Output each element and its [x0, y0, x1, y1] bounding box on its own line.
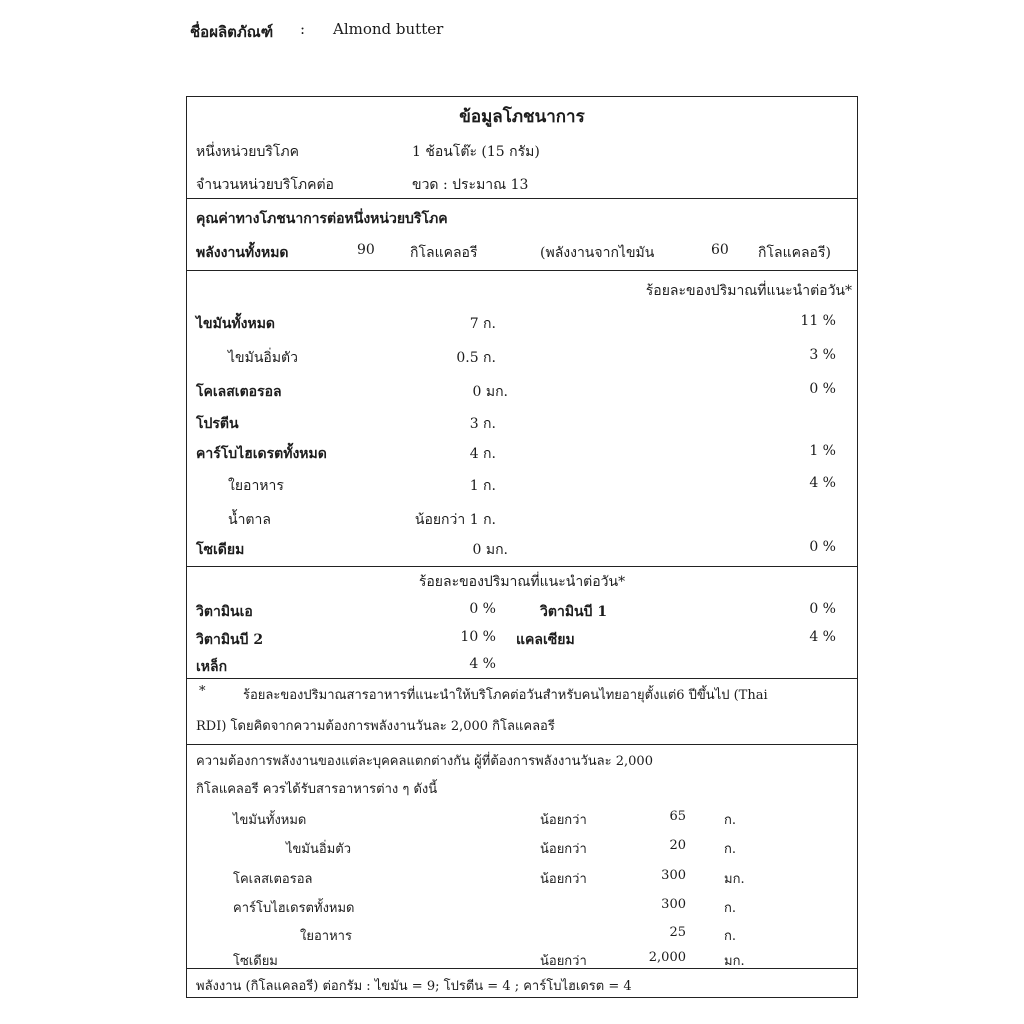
- nutrient-percent: 3 %: [809, 347, 836, 363]
- nutrient-amount: 0 มก.: [472, 384, 508, 400]
- nutrient-name: ใยอาหาร: [228, 478, 284, 494]
- divider-footnote: [187, 744, 857, 745]
- guide-intro-line-2: กิโลแคลอรี ควรได้รับสารอาหารต่าง ๆ ดังนี้: [196, 782, 438, 797]
- nutrient-percent: 11 %: [800, 313, 836, 329]
- guide-unit: ก.: [724, 842, 737, 857]
- nutrient-percent: 0 %: [809, 381, 836, 397]
- guide-unit: มก.: [724, 872, 745, 887]
- divider-serving: [187, 198, 857, 199]
- guide-nutrient-name: โคเลสเตอรอล: [233, 872, 313, 887]
- nutrient-amount: 1 ก.: [469, 478, 496, 494]
- product-name-label: ชื่อผลิตภัณฑ์: [190, 23, 274, 41]
- nutrient-name: โซเดียม: [196, 542, 245, 558]
- guide-unit: ก.: [724, 901, 737, 916]
- nutrient-percent: 0 %: [809, 539, 836, 555]
- energy-value: 90: [357, 242, 375, 258]
- nutrient-percent: 4 %: [809, 475, 836, 491]
- nutrient-name: โคเลสเตอรอล: [196, 384, 282, 400]
- product-name-colon: :: [300, 20, 306, 38]
- nutrient-amount: 4 ก.: [469, 446, 496, 462]
- energy-from-fat-unit: กิโลแคลอรี): [758, 245, 831, 261]
- guide-nutrient-name: ใยอาหาร: [300, 929, 352, 944]
- guide-qualifier: น้อยกว่า: [540, 872, 587, 887]
- guide-nutrient-name: โซเดียม: [233, 954, 278, 969]
- panel-title: ข้อมูลโภชนาการ: [459, 107, 585, 127]
- rdi-heading: ร้อยละของปริมาณที่แนะนำต่อวัน*: [645, 283, 852, 299]
- divider-guide: [187, 968, 857, 969]
- guide-unit: มก.: [724, 954, 745, 969]
- guide-value: 300: [661, 897, 686, 912]
- nutrient-amount: 0.5 ก.: [456, 350, 496, 366]
- nutrient-name: ไขมันทั้งหมด: [196, 316, 276, 332]
- energy-per-gram-footer: พลังงาน (กิโลแคลอรี) ต่อกรัม : ไขมัน = 9; โปรตีน = 4 ; คาร์โบไฮเดรต = 4: [196, 979, 632, 994]
- footnote-line-2: RDI) โดยคิดจากความต้องการพลังงานวันละ 2,000 กิโลแคลอรี: [196, 719, 555, 734]
- guide-value: 2,000: [648, 950, 686, 965]
- footnote-line-1: ร้อยละของปริมาณสารอาหารที่แนะนำให้บริโภคต่อวันสำหรับคนไทยอายุตั้งแต่6 ปีขึ้นไป (Thai: [243, 688, 768, 703]
- footnote-star: *: [199, 684, 206, 699]
- nutrient-amount: น้อยกว่า 1 ก.: [414, 512, 496, 528]
- guide-unit: ก.: [724, 813, 737, 828]
- vitamin-name: แคลเซียม: [516, 632, 575, 648]
- guide-value: 65: [669, 809, 686, 824]
- vitamin-percent: 0 %: [469, 601, 496, 617]
- guide-nutrient-name: ไขมันอิ่มตัว: [286, 842, 351, 857]
- guide-qualifier: น้อยกว่า: [540, 842, 587, 857]
- vitamin-percent: 10 %: [460, 629, 496, 645]
- vitamin-percent: 4 %: [469, 656, 496, 672]
- serving-size-label: หนึ่งหน่วยบริโภค: [196, 144, 300, 160]
- product-name-value: Almond butter: [333, 20, 444, 38]
- guide-qualifier: น้อยกว่า: [540, 954, 587, 969]
- vitamins-rdi-heading: ร้อยละของปริมาณที่แนะนำต่อวัน*: [418, 574, 626, 590]
- nutrient-name: น้ำตาล: [228, 512, 271, 528]
- nutrient-name: โปรตีน: [196, 416, 239, 432]
- nutrient-amount: 0 มก.: [472, 542, 508, 558]
- nutrient-name: คาร์โบไฮเดรตทั้งหมด: [196, 446, 327, 462]
- servings-per-container-label: จำนวนหน่วยบริโภคต่อ: [196, 177, 334, 193]
- nutrient-name: ไขมันอิ่มตัว: [228, 350, 298, 366]
- divider-vitamins: [187, 678, 857, 679]
- nutrient-amount: 7 ก.: [469, 316, 496, 332]
- vitamin-name: วิตามินบี 2: [196, 632, 264, 648]
- servings-per-container-value: ขวด : ประมาณ 13: [412, 177, 529, 193]
- nutrient-amount: 3 ก.: [469, 416, 496, 432]
- vitamin-percent: 0 %: [809, 601, 836, 617]
- divider-energy: [187, 270, 857, 271]
- serving-size-value: 1 ช้อนโต๊ะ (15 กรัม): [412, 144, 540, 160]
- guide-nutrient-name: คาร์โบไฮเดรตทั้งหมด: [233, 901, 355, 916]
- energy-from-fat-value: 60: [711, 242, 729, 258]
- guide-nutrient-name: ไขมันทั้งหมด: [233, 813, 307, 828]
- vitamin-name: เหล็ก: [196, 659, 228, 675]
- energy-from-fat-label: (พลังงานจากไขมัน: [540, 245, 655, 261]
- per-serving-heading: คุณค่าทางโภชนาการต่อหนึ่งหน่วยบริโภค: [196, 211, 448, 227]
- energy-label: พลังงานทั้งหมด: [196, 245, 289, 261]
- vitamin-percent: 4 %: [809, 629, 836, 645]
- nutrient-percent: 1 %: [809, 443, 836, 459]
- divider-nutrients: [187, 566, 857, 567]
- vitamin-name: วิตามินเอ: [196, 604, 253, 620]
- energy-unit: กิโลแคลอรี: [410, 245, 478, 261]
- guide-qualifier: น้อยกว่า: [540, 813, 587, 828]
- guide-value: 25: [669, 925, 686, 940]
- guide-value: 300: [661, 868, 686, 883]
- guide-unit: ก.: [724, 929, 737, 944]
- guide-value: 20: [669, 838, 686, 853]
- guide-intro-line-1: ความต้องการพลังงานของแต่ละบุคคลแตกต่างกัน ผู้ที่ต้องการพลังงานวันละ 2,000: [196, 754, 653, 769]
- vitamin-name: วิตามินบี 1: [540, 604, 608, 620]
